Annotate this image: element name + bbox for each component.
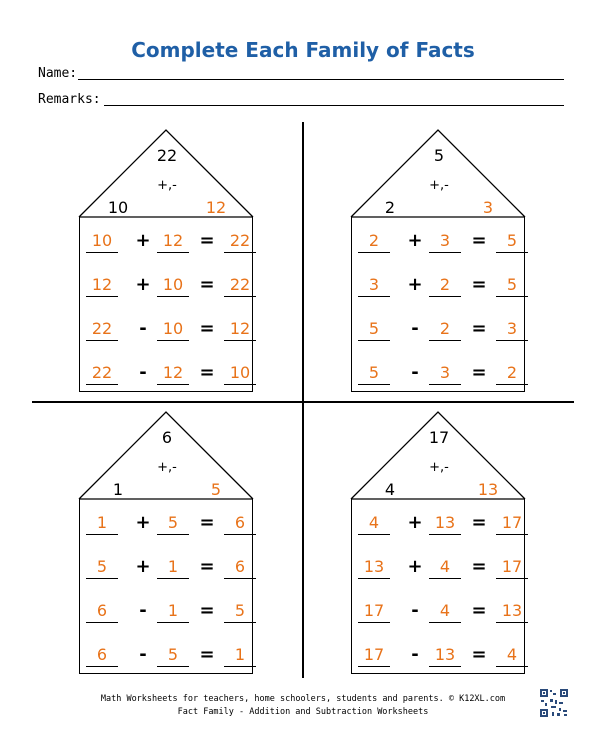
answer-blank[interactable]: 22 bbox=[224, 230, 256, 253]
equals-sign: = bbox=[199, 644, 215, 665]
equation-row bbox=[88, 600, 252, 630]
operator-sign: - bbox=[411, 600, 419, 621]
equation-row bbox=[360, 274, 524, 304]
answer-blank[interactable]: 4 bbox=[358, 512, 390, 535]
operator-sign: + bbox=[407, 512, 423, 533]
equals-sign: = bbox=[471, 556, 487, 577]
house-operations: +,- bbox=[429, 178, 449, 193]
house-right-number: 13 bbox=[477, 480, 499, 499]
fact-house-3 bbox=[76, 410, 256, 690]
answer-blank[interactable]: 5 bbox=[496, 274, 528, 297]
answer-blank[interactable]: 22 bbox=[224, 274, 256, 297]
answer-blank[interactable]: 6 bbox=[86, 644, 118, 667]
answer-blank[interactable]: 6 bbox=[86, 600, 118, 623]
equation-row bbox=[88, 644, 252, 674]
remarks-field[interactable] bbox=[38, 92, 101, 107]
operator-sign: + bbox=[135, 230, 151, 251]
equals-sign: = bbox=[199, 274, 215, 295]
operator-sign: - bbox=[411, 644, 419, 665]
answer-blank[interactable]: 5 bbox=[358, 362, 390, 385]
answer-blank[interactable]: 5 bbox=[157, 644, 189, 667]
answer-blank[interactable]: 5 bbox=[224, 600, 256, 623]
operator-sign: - bbox=[139, 318, 147, 339]
house-body bbox=[79, 498, 253, 674]
answer-blank[interactable]: 4 bbox=[429, 600, 461, 623]
answer-blank[interactable]: 6 bbox=[224, 512, 256, 535]
qr-code-icon bbox=[539, 688, 569, 718]
operator-sign: - bbox=[139, 362, 147, 383]
footer-line-2: Fact Family - Addition and Subtraction Worksheets bbox=[177, 707, 429, 717]
answer-blank[interactable]: 13 bbox=[429, 644, 461, 667]
answer-blank[interactable]: 2 bbox=[496, 362, 528, 385]
house-total: 22 bbox=[156, 146, 178, 165]
remarks-line bbox=[104, 105, 564, 106]
answer-blank[interactable]: 10 bbox=[157, 274, 189, 297]
operator-sign: - bbox=[411, 318, 419, 339]
house-right-number: 12 bbox=[205, 198, 227, 217]
house-operations: +,- bbox=[429, 460, 449, 475]
house-total: 6 bbox=[161, 428, 173, 447]
equals-sign: = bbox=[471, 230, 487, 251]
equals-sign: = bbox=[199, 600, 215, 621]
equation-row bbox=[88, 274, 252, 304]
fact-house-2 bbox=[348, 128, 528, 408]
remarks-label: Remarks: bbox=[38, 92, 101, 107]
vertical-divider bbox=[302, 122, 304, 678]
answer-blank[interactable]: 2 bbox=[358, 230, 390, 253]
answer-blank[interactable]: 2 bbox=[429, 318, 461, 341]
equals-sign: = bbox=[199, 512, 215, 533]
operator-sign: - bbox=[139, 644, 147, 665]
answer-blank[interactable]: 22 bbox=[86, 362, 118, 385]
operator-sign: + bbox=[135, 556, 151, 577]
house-left-number: 2 bbox=[384, 198, 396, 217]
house-operations: +,- bbox=[157, 178, 177, 193]
answer-blank[interactable]: 17 bbox=[358, 644, 390, 667]
operator-sign: + bbox=[135, 512, 151, 533]
footer-line-1: Math Worksheets for teachers, home schoolers, students and parents. © K12XL.com bbox=[100, 694, 506, 704]
answer-blank[interactable]: 12 bbox=[224, 318, 256, 341]
answer-blank[interactable]: 5 bbox=[358, 318, 390, 341]
equals-sign: = bbox=[199, 362, 215, 383]
equals-sign: = bbox=[471, 362, 487, 383]
name-line bbox=[78, 79, 564, 80]
answer-blank[interactable]: 17 bbox=[496, 512, 528, 535]
equals-sign: = bbox=[471, 600, 487, 621]
answer-blank[interactable]: 17 bbox=[358, 600, 390, 623]
equation-row bbox=[88, 556, 252, 586]
answer-blank[interactable]: 1 bbox=[224, 644, 256, 667]
equation-row bbox=[88, 318, 252, 348]
operator-sign: - bbox=[411, 362, 419, 383]
house-left-number: 10 bbox=[107, 198, 129, 217]
house-left-number: 1 bbox=[112, 480, 124, 499]
operator-sign: + bbox=[407, 274, 423, 295]
answer-blank[interactable]: 13 bbox=[429, 512, 461, 535]
fact-house-1 bbox=[76, 128, 256, 408]
equation-row bbox=[360, 512, 524, 542]
answer-blank[interactable]: 10 bbox=[157, 318, 189, 341]
equals-sign: = bbox=[199, 318, 215, 339]
equation-row bbox=[360, 644, 524, 674]
answer-blank[interactable]: 17 bbox=[496, 556, 528, 579]
footer bbox=[0, 693, 606, 719]
answer-blank[interactable]: 6 bbox=[224, 556, 256, 579]
house-total: 5 bbox=[433, 146, 445, 165]
answer-blank[interactable]: 1 bbox=[86, 512, 118, 535]
answer-blank[interactable]: 4 bbox=[429, 556, 461, 579]
answer-blank[interactable]: 22 bbox=[86, 318, 118, 341]
house-body bbox=[351, 498, 525, 674]
answer-blank[interactable]: 13 bbox=[496, 600, 528, 623]
equals-sign: = bbox=[199, 556, 215, 577]
answer-blank[interactable]: 13 bbox=[358, 556, 390, 579]
equals-sign: = bbox=[199, 230, 215, 251]
fact-house-4 bbox=[348, 410, 528, 690]
equals-sign: = bbox=[471, 644, 487, 665]
answer-blank[interactable]: 2 bbox=[429, 274, 461, 297]
equation-row bbox=[360, 362, 524, 392]
house-operations: +,- bbox=[157, 460, 177, 475]
equals-sign: = bbox=[471, 274, 487, 295]
answer-blank[interactable]: 1 bbox=[157, 556, 189, 579]
house-right-number: 3 bbox=[482, 198, 494, 217]
answer-blank[interactable]: 10 bbox=[86, 230, 118, 253]
name-field[interactable] bbox=[38, 66, 77, 81]
answer-blank[interactable]: 12 bbox=[157, 362, 189, 385]
house-body bbox=[79, 216, 253, 392]
answer-blank[interactable]: 3 bbox=[496, 318, 528, 341]
operator-sign: - bbox=[139, 600, 147, 621]
answer-blank[interactable]: 3 bbox=[358, 274, 390, 297]
house-total: 17 bbox=[428, 428, 450, 447]
operator-sign: + bbox=[135, 274, 151, 295]
answer-blank[interactable]: 3 bbox=[429, 230, 461, 253]
equation-row bbox=[360, 318, 524, 348]
operator-sign: + bbox=[407, 230, 423, 251]
answer-blank[interactable]: 12 bbox=[86, 274, 118, 297]
answer-blank[interactable]: 5 bbox=[496, 230, 528, 253]
equation-row bbox=[88, 512, 252, 542]
answer-blank[interactable]: 4 bbox=[496, 644, 528, 667]
equation-row bbox=[88, 362, 252, 392]
page-title: Complete Each Family of Facts bbox=[131, 38, 475, 62]
answer-blank[interactable]: 3 bbox=[429, 362, 461, 385]
equation-row bbox=[360, 556, 524, 586]
house-body bbox=[351, 216, 525, 392]
answer-blank[interactable]: 1 bbox=[157, 600, 189, 623]
equation-row bbox=[360, 600, 524, 630]
answer-blank[interactable]: 10 bbox=[224, 362, 256, 385]
house-left-number: 4 bbox=[384, 480, 396, 499]
equation-row bbox=[88, 230, 252, 260]
name-label: Name: bbox=[38, 66, 78, 81]
answer-blank[interactable]: 12 bbox=[157, 230, 189, 253]
equation-row bbox=[360, 230, 524, 260]
answer-blank[interactable]: 5 bbox=[157, 512, 189, 535]
equals-sign: = bbox=[471, 318, 487, 339]
operator-sign: + bbox=[407, 556, 423, 577]
house-right-number: 5 bbox=[210, 480, 222, 499]
answer-blank[interactable]: 5 bbox=[86, 556, 118, 579]
equals-sign: = bbox=[471, 512, 487, 533]
